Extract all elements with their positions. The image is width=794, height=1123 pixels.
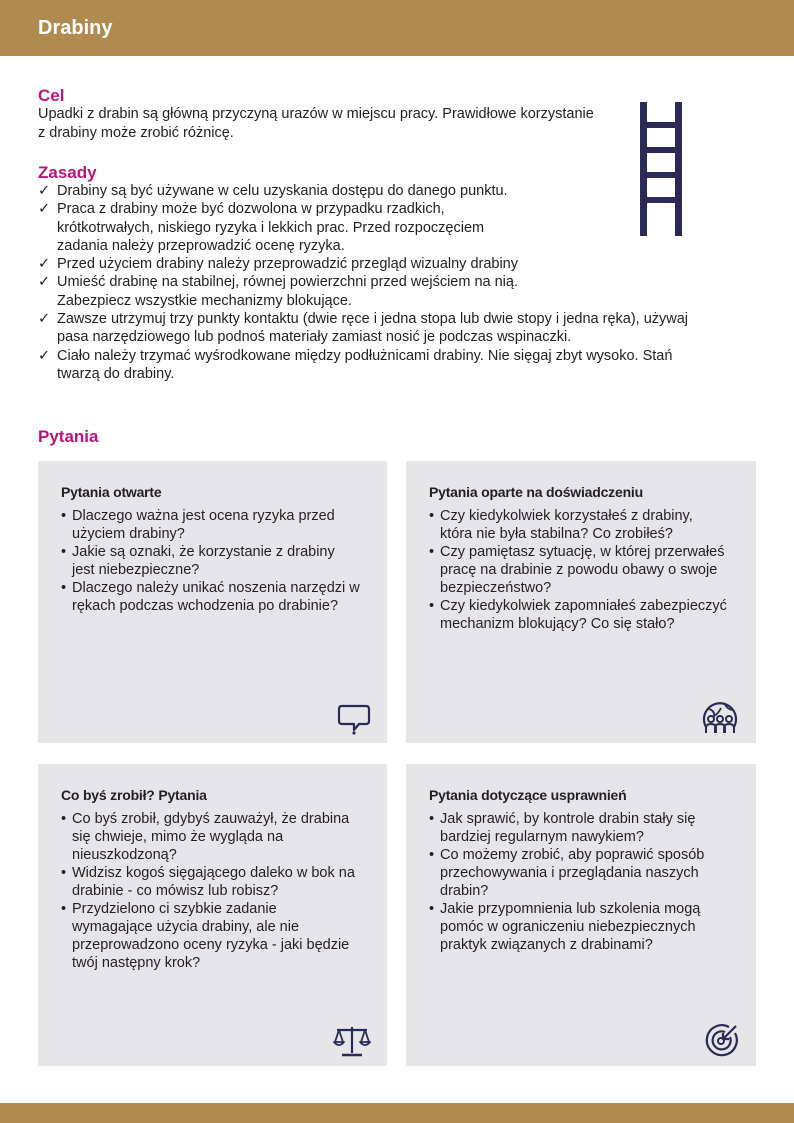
card-title: Pytania otwarte: [61, 484, 162, 500]
list-item: • Czy kiedykolwiek zapomniałeś zabezpieczyć mechanizm blokujący? Co się stało?: [429, 598, 727, 632]
rule-item: ✓ Przed użyciem drabiny należy przeprowadzić przegląd wizualny drabiny: [38, 256, 518, 273]
check-icon: ✓: [38, 311, 51, 328]
speech-bubble-icon: [337, 703, 371, 735]
question-card-what-would-you-do: [38, 764, 387, 1066]
card-question-list: [429, 507, 729, 633]
page-title: Drabiny: [38, 17, 113, 39]
rule-item: ✓ Praca z drabiny może być dozwolona w przypadku rzadkich, krótkotrwałych, niskiego ryzyka i lekkich prac. Przed rozpoczęciem zadania należy przeprowadzić ocenę ryzyka.: [38, 201, 485, 254]
questions-heading: Pytania: [38, 427, 99, 446]
check-icon: ✓: [38, 256, 51, 273]
question-card-experience: [406, 461, 756, 743]
rules-heading: Zasady: [38, 163, 97, 182]
goal-text: Upadki z drabin są główną przyczyną urazów w miejscu pracy. Prawidłowe korzystanie z drabiny może zrobić różnicę.: [38, 106, 594, 141]
list-item: • Przydzielono ci szybkie zadanie wymagające użycia drabiny, ale nie przeprowadzono oceny ryzyka - jaki będzie twój następny krok?: [61, 901, 350, 971]
card-title: Co byś zrobił? Pytania: [61, 787, 207, 803]
target-arrow-icon: [704, 1022, 740, 1058]
list-item: • Jakie przypomnienia lub szkolenia mogą pomóc w ograniczeniu niebezpiecznych praktyk związanych z drabinami?: [429, 901, 701, 953]
goal-heading: Cel: [38, 86, 65, 105]
card-question-list: [61, 507, 361, 615]
question-card-improvements: [406, 764, 756, 1066]
scales-icon: [333, 1024, 371, 1058]
rule-item: ✓ Zawsze utrzymuj trzy punkty kontaktu (dwie ręce i jedna stopa lub dwie stopy i jedna ręka), używaj pasa narzędziowego lub podnoś materiały zamiast nosić je podczas wspinaczki.: [38, 311, 689, 346]
card-title: Pytania dotyczące usprawnień: [429, 787, 627, 803]
card-title: Pytania oparte na doświadczeniu: [429, 484, 643, 500]
list-item: • Jakie są oznaki, że korzystanie z drabiny jest niebezpieczne?: [61, 544, 335, 578]
list-item: • Jak sprawić, by kontrole drabin stały się bardziej regularnym nawykiem?: [429, 811, 696, 845]
rules-list: [38, 182, 698, 383]
check-icon: ✓: [38, 201, 51, 218]
check-icon: ✓: [38, 183, 51, 199]
globe-people-icon: [700, 697, 740, 735]
check-icon: ✓: [38, 274, 51, 291]
check-icon: ✓: [38, 347, 51, 364]
list-item: • Widzisz kogoś sięgającego daleko w bok na drabinie - co mówisz lub robisz?: [61, 865, 355, 899]
list-item: • Dlaczego należy unikać noszenia narzędzi w rękach podczas wchodzenia po drabinie?: [61, 580, 360, 614]
header-bar: [0, 0, 794, 56]
list-item: • Czy pamiętasz sytuację, w której przerwałeś pracę na drabinie z powodu obawy o swoje bezpieczeństwo?: [429, 544, 725, 596]
list-item: • Dlaczego ważna jest ocena ryzyka przed użyciem drabiny?: [61, 508, 335, 542]
rule-item: ✓ Ciało należy trzymać wyśrodkowane między podłużnicami drabiny. Nie sięgaj zbyt wysoko. Stań twarzą do drabiny.: [38, 347, 673, 382]
card-question-list: [61, 810, 361, 972]
list-item: • Co możemy zrobić, aby poprawić sposób przechowywania i przeglądania naszych drabin?: [429, 847, 705, 899]
footer-bar: [0, 1103, 794, 1123]
list-item: • Czy kiedykolwiek korzystałeś z drabiny, która nie była stabilna? Co zrobiłeś?: [429, 508, 693, 542]
question-card-open: [38, 461, 387, 743]
rule-item: ✓ Drabiny są być używane w celu uzyskania dostępu do danego punktu.: [38, 183, 508, 199]
list-item: • Co byś zrobił, gdybyś zauważył, że drabina się chwieje, mimo że wygląda na nieuszkodzoną?: [61, 811, 350, 863]
card-question-list: [429, 810, 729, 954]
rule-item: ✓ Umieść drabinę na stabilnej, równej powierzchni przed wejściem na nią. Zabezpiecz wszystkie mechanizmy blokujące.: [38, 274, 518, 309]
